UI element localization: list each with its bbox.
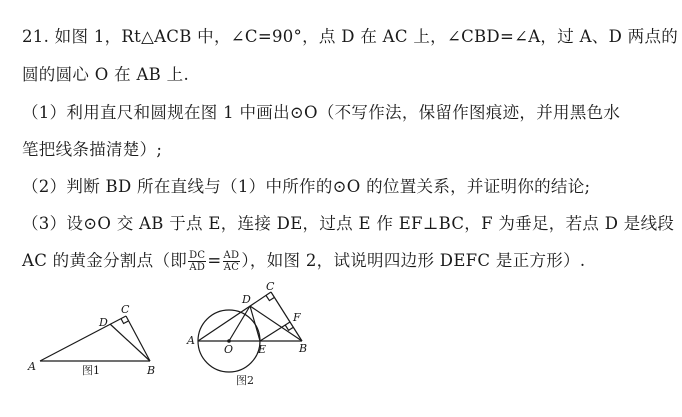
fraction-denominator-ad: AD	[189, 262, 206, 273]
fig1-segment-cb	[126, 316, 150, 361]
fig2-label-e: E	[258, 343, 267, 356]
fig2-label-a: A	[187, 334, 195, 347]
part-1-line-a: （1）利用直尺和圆规在图 1 中画出⊙O（不写作法，保留作图痕迹，并用黑色水	[22, 103, 621, 122]
fig2-label-b: B	[299, 342, 308, 355]
fig2-label-c: C	[266, 280, 275, 293]
fig1-label-a: A	[28, 360, 36, 373]
fraction-denominator-ac: AC	[223, 262, 240, 273]
fig1-label-b: B	[147, 364, 156, 377]
fig1-segment-ac	[40, 316, 126, 361]
problem-line-1: 21. 如图 1，Rt△ACB 中，∠C=90°，点 D 在 AC 上，∠CBD=∠A，过 A、D 两点的	[22, 27, 679, 46]
fig2-segment-ac	[198, 292, 271, 341]
fraction-numerator-dc: DC	[189, 250, 206, 261]
fig1-segment-bd	[110, 324, 150, 361]
fig2-label-f: F	[293, 311, 301, 324]
problem-line-2: 圆的圆心 O 在 AB 上.	[22, 65, 189, 84]
part-3-line-b-pre: AC 的黄金分割点（即	[22, 251, 188, 270]
fig1-caption: 图1	[82, 364, 100, 377]
fig2-label-d: D	[242, 293, 251, 306]
fig1-label-c: C	[121, 303, 130, 316]
fig2-label-o: O	[224, 343, 234, 356]
part-3-line-b-post: ），如图 2，试说明四边形 DEFC 是正方形）.	[241, 251, 586, 270]
part-1-line-b: 笔把线条描清楚）;	[22, 140, 163, 159]
fraction-equals: =	[207, 251, 222, 270]
part-3-line-a: （3）设⊙O 交 AB 于点 E，连接 DE，过点 E 作 EF⊥BC，F 为垂足，若点 D 是线段	[22, 214, 675, 233]
part-2-line: （2）判断 BD 所在直线与（1）中所作的⊙O 的位置关系，并证明你的结论;	[22, 177, 591, 196]
fig1-label-d: D	[99, 316, 108, 329]
fraction-numerator-ad: AD	[223, 250, 240, 261]
fig2-caption: 图2	[236, 374, 254, 387]
